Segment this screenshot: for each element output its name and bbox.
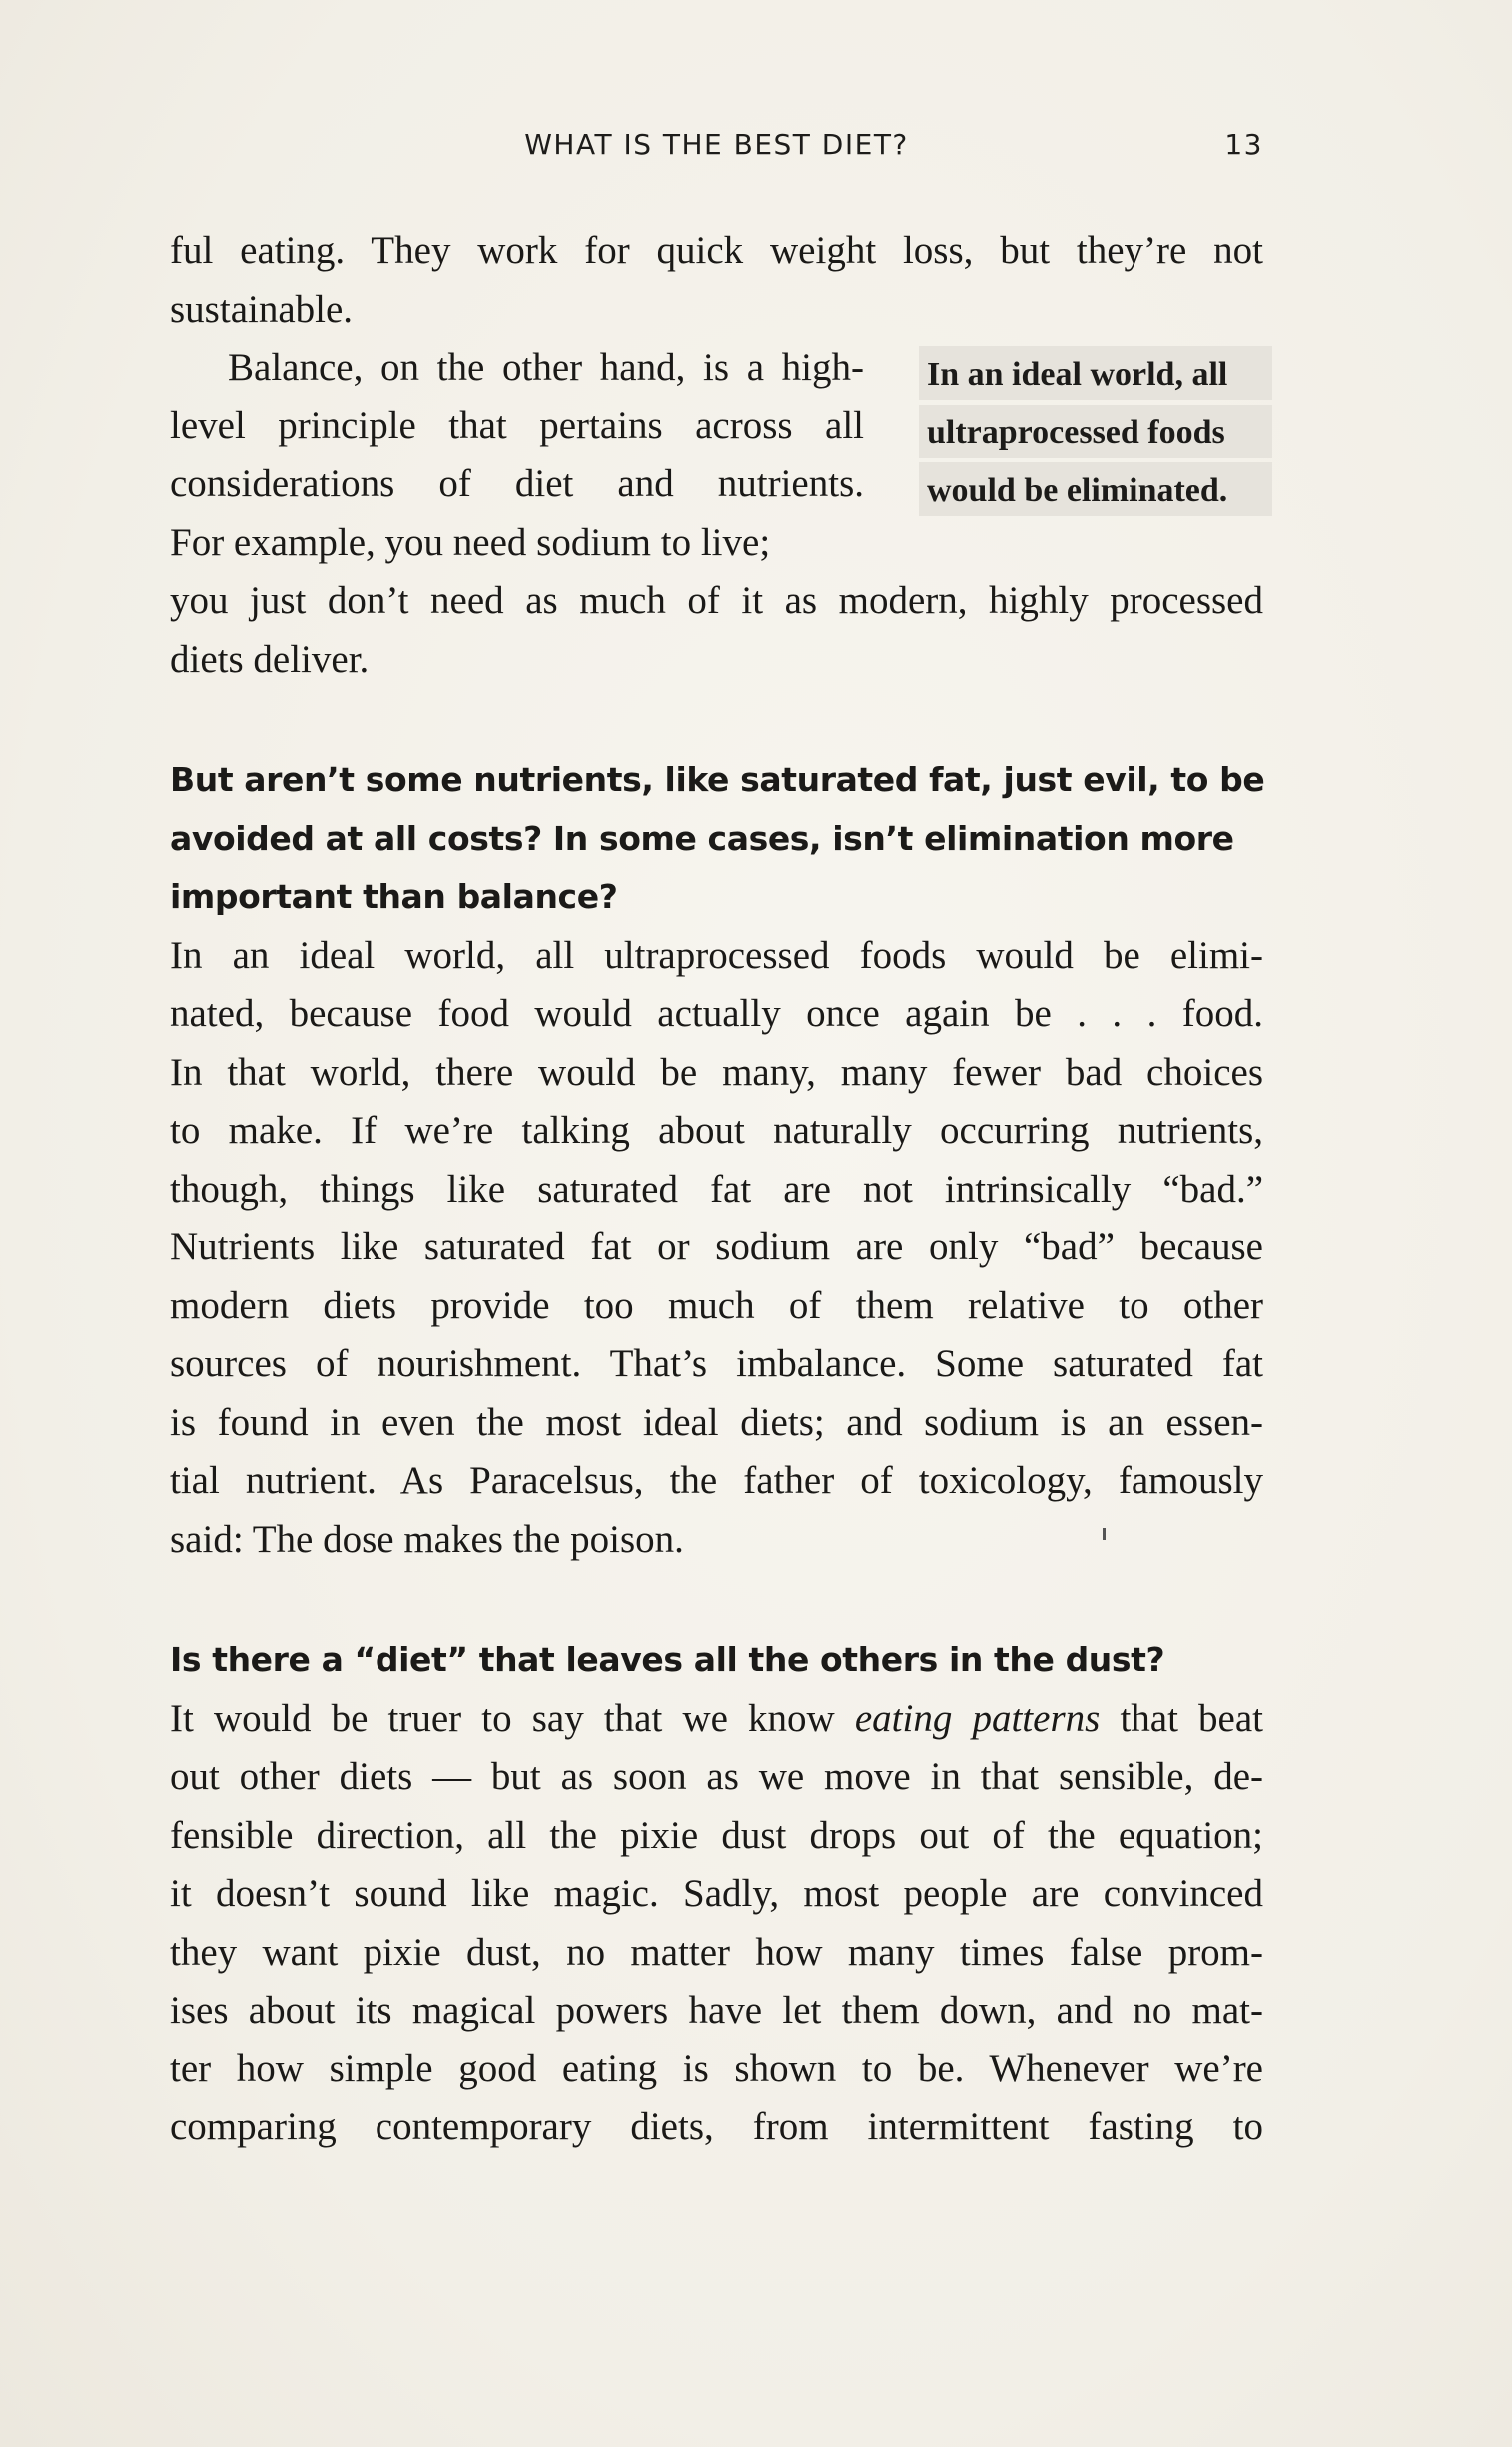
pull-quote-line: ultraprocessed foods xyxy=(919,405,1272,458)
paragraph-line: is found in even the most ideal diets; and sodium is an essen- xyxy=(170,1401,1263,1444)
paragraph-line: Balance, on the other hand, is a high- xyxy=(228,346,864,389)
paragraph-line: sustainable. xyxy=(170,288,354,331)
paragraph-line: sources of nourishment. That’s imbalance. Some saturated fat xyxy=(170,1342,1263,1385)
paragraph-line: fensible direction, all the pixie dust drops out of the equation; xyxy=(170,1814,1263,1857)
paragraph-line: Nutrients like saturated fat or sodium are only “bad” because xyxy=(170,1225,1263,1268)
paragraph-line: out other diets — but as soon as we move in that sensible, de- xyxy=(170,1755,1263,1798)
text-segment: that beat xyxy=(1100,1697,1264,1740)
paragraph-line: For example, you need sodium to live; xyxy=(170,521,771,564)
pull-quote xyxy=(919,346,1272,516)
paragraph-line: diets deliver. xyxy=(170,638,370,681)
paragraph-line: though, things like saturated fat are not intrinsically “bad.” xyxy=(170,1168,1263,1211)
question-line: important than balance? xyxy=(170,877,618,916)
pull-quote-line: In an ideal world, all xyxy=(919,346,1272,400)
paragraph-line: ful eating. They work for quick weight loss, but they’re not xyxy=(170,229,1263,272)
running-head xyxy=(170,128,1263,172)
paragraph-line: said: The dose makes the poison. xyxy=(170,1518,684,1561)
paragraph-line: In an ideal world, all ultraprocessed foods would be elimi- xyxy=(170,934,1263,977)
paragraph-line: ter how simple good eating is shown to be. Whenever we’re xyxy=(170,2047,1263,2090)
paragraph-line: it doesn’t sound like magic. Sadly, most people are convinced xyxy=(170,1872,1263,1915)
text-segment: It would be truer to say that we know xyxy=(170,1697,855,1740)
paragraph-line: level principle that pertains across all xyxy=(170,405,864,447)
paragraph-line: to make. If we’re talking about naturally occurring nutrients, xyxy=(170,1109,1263,1152)
emphasis-text: eating patterns xyxy=(854,1697,1101,1740)
paragraph-line: they want pixie dust, no matter how many times false prom- xyxy=(170,1931,1263,1974)
page-number: 13 xyxy=(1224,128,1263,161)
paragraph-line: tial nutrient. As Paracelsus, the father of toxicology, famously xyxy=(170,1459,1263,1502)
running-head-title: WHAT IS THE BEST DIET? xyxy=(524,128,909,161)
paragraph-line: comparing contemporary diets, from intermittent fasting to xyxy=(170,2105,1263,2148)
pull-quote-line: would be eliminated. xyxy=(919,462,1272,516)
paragraph-line: considerations of diet and nutrients. xyxy=(170,462,864,505)
paragraph-line: modern diets provide too much of them relative to other xyxy=(170,1284,1263,1327)
paragraph-line: In that world, there would be many, many fewer bad choices xyxy=(170,1051,1263,1094)
ink-mark xyxy=(1103,1528,1106,1540)
paragraph-line: ises about its magical powers have let them down, and no mat- xyxy=(170,1989,1263,2032)
question-line: Is there a “diet” that leaves all the others in the dust? xyxy=(170,1640,1165,1679)
paragraph-line: nated, because food would actually once again be . . . food. xyxy=(170,992,1263,1035)
paragraph-line: you just don’t need as much of it as modern, highly processed xyxy=(170,579,1263,622)
question-line: But aren’t some nutrients, like saturated fat, just evil, to be xyxy=(170,760,1265,799)
paragraph-line xyxy=(170,1690,1263,1748)
question-line: avoided at all costs? In some cases, isn’t elimination more xyxy=(170,819,1234,858)
